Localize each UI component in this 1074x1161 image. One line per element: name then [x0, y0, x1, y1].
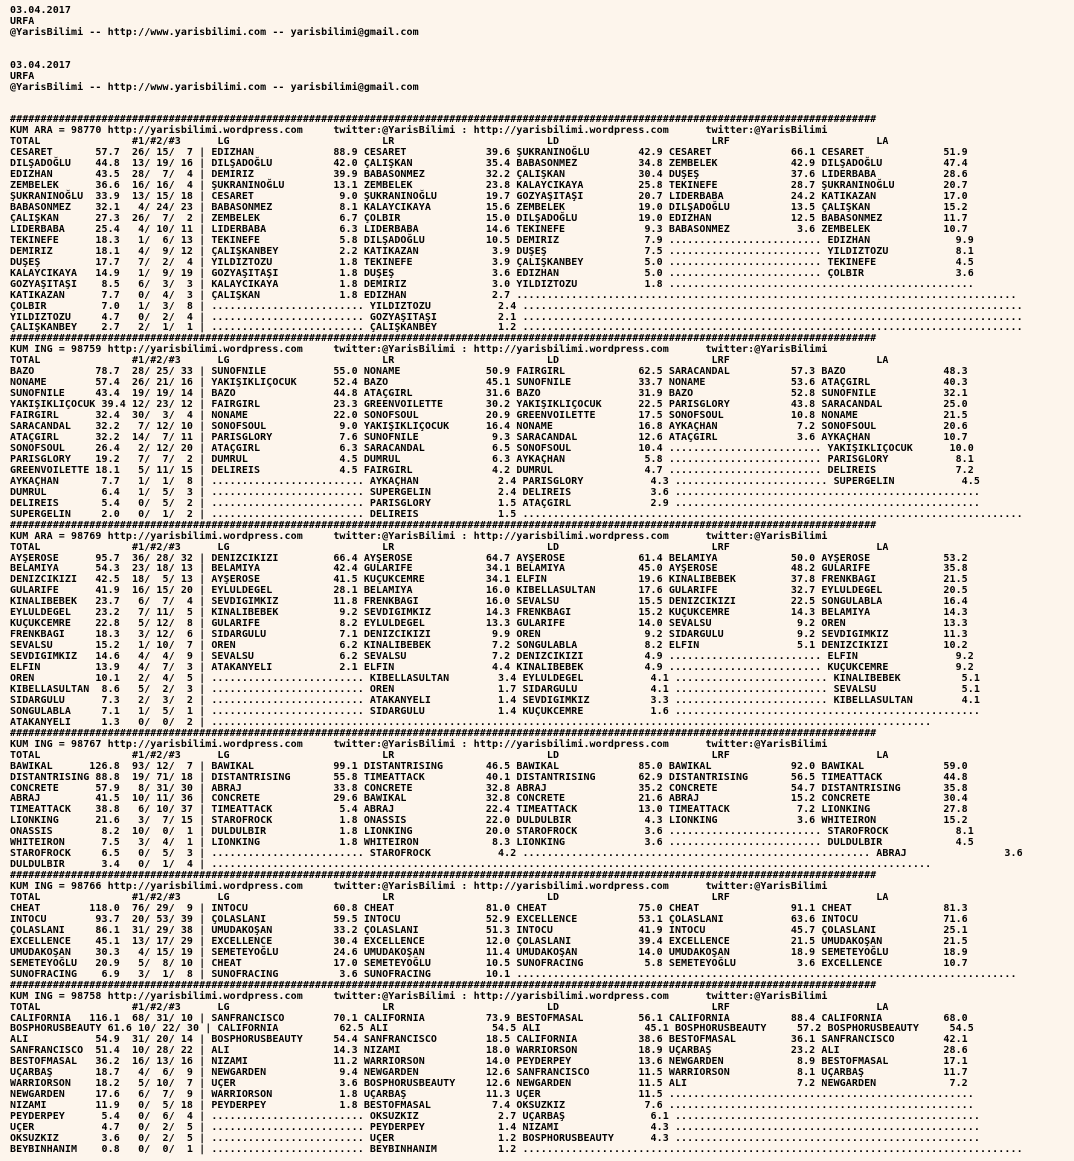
table-row: ŞUKRANINOĞLU 33.9 13/ 15/ 18 | CESARET 9.0 ŞUKRANINOĞLU 19.7 GOZYAŞITAŞI 20.7 LIDERBABA 24.2 KATIKAZAN 17.0: [10, 191, 968, 203]
table-row: NEWGARDEN 17.6 6/ 7/ 9 | WARRIORSON 1.8 UÇARBAŞ 11.3 UÇER 11.5 ..................................................: [10, 1089, 974, 1101]
table-row: KALAYCIKAYA 14.9 1/ 9/ 19 | GOZYAŞITAŞI 1.8 DUŞEŞ 3.6 EDIZHAN 5.0 ......................... ÇOLBIR 3.6: [10, 267, 974, 279]
table-row: GOZYAŞITAŞI 8.5 6/ 3/ 3 | KALAYCIKAYA 1.8 DEMIRIZ 3.0 YILDIZTOZU 1.8 ..................................................: [10, 278, 974, 290]
table-row: INTOCU 93.7 20/ 53/ 39 | ÇOLASLANI 59.5 INTOCU 52.9 EXCELLENCE 53.1 ÇOLASLANI 63.6 INTOCU 71.6: [10, 913, 968, 925]
table-row: WHITEIRON 7.5 3/ 4/ 1 | LIONKING 1.8 WHITEIRON 8.3 LIONKING 3.6 ......................... DULDULBIR 4.5: [10, 837, 974, 849]
race-header: KUM ARA = 98769 http://yarisbilimi.wordpress.com twitter:@YarisBilimi : http://yarisbilimi.wordpress.com twitter:@YarisBilimi: [10, 530, 828, 542]
column-header: TOTAL #1/#2/#3 LG LR LD LRF LA: [10, 892, 889, 904]
table-row: DILŞADOĞLU 44.8 13/ 19/ 16 | DILŞADOĞLU 42.0 ÇALIŞKAN 35.4 BABASONMEZ 34.8 ZEMBELEK 42.9 DILŞADOĞLU 47.4: [10, 158, 968, 170]
table-row: DENIZCIKIZI 42.5 18/ 5/ 13 | AYŞEROSE 41.5 KUÇUKCEMRE 34.1 ELFIN 19.6 KINALIBEBEK 37.8 FRENKBAGI 21.5: [10, 574, 968, 586]
table-row: SEMETEYOĞLU 20.9 5/ 8/ 10 | CHEAT 17.0 SEMETEYOĞLU 10.5 SUNOFRACING 5.8 SEMETEYOĞLU 3.6 EXCELLENCE 10.7: [10, 957, 968, 969]
table-row: SONOFSOUL 26.4 2/ 12/ 20 | ATAÇGIRL 6.3 SARACANDAL 6.5 SONOFSOUL 10.4 ......................... YAKIŞIKLIÇOCUK 10.0: [10, 442, 974, 454]
table-row: DISTANTRISING 88.8 19/ 71/ 18 | DISTANTRISING 55.8 TIMEATTACK 40.1 DISTANTRISING 62.9 DISTANTRISING 56.5 TIMEATTACK 44.8: [10, 771, 968, 783]
table-row: CONCRETE 57.9 8/ 31/ 30 | ABRAJ 33.8 CONCRETE 32.8 ABRAJ 35.2 CONCRETE 54.7 DISTANTRISING 35.8: [10, 782, 968, 794]
table-row: SANFRANCISCO 51.4 10/ 28/ 22 | ALI 14.3 NIZAMI 18.0 WARRIORSON 18.9 UÇARBAŞ 23.2 ALI 28.6: [10, 1045, 968, 1057]
table-row: ÇOLBIR 7.0 1/ 3/ 8 | ......................... YILDIZTOZU 2.4 ..................................................................................: [10, 300, 1023, 312]
table-row: PARISGLORY 19.2 7/ 7/ 2 | DUMRUL 4.5 DUMRUL 6.3 AYKAÇHAN 5.8 ......................... PARISGLORY 8.1: [10, 453, 974, 465]
table-row: OREN 10.1 2/ 4/ 5 | ......................... KIBELLASULTAN 3.4 EYLULDEGEL 4.1 ......................... KINALIBEBEK 5.1: [10, 672, 980, 684]
section-separator: ##############################################################################################################################################: [10, 333, 877, 345]
section-separator: ##############################################################################################################################################: [10, 519, 877, 531]
race-tables: [10, 114, 1074, 1155]
table-row: DELIREIS 5.4 0/ 5/ 2 | ......................... PARISGLORY 1.5 ATAÇGIRL 2.9 ..................................................: [10, 497, 980, 509]
table-row: FAIRGIRL 32.4 30/ 3/ 4 | NONAME 22.0 SONOFSOUL 20.9 GREENVOILETTE 17.5 SONOFSOUL 10.8 NONAME 21.5: [10, 410, 968, 422]
column-header: TOTAL #1/#2/#3 LG LR LD LRF LA: [10, 541, 889, 553]
race-header: KUM ING = 98759 http://yarisbilimi.wordpress.com twitter:@YarisBilimi : http://yarisbilimi.wordpress.com twitter:@YarisBilimi: [10, 344, 828, 356]
table-row: YILDIZTOZU 4.7 0/ 2/ 4 | ......................... GOZYAŞITAŞI 2.1 ..................................................................................: [10, 311, 1023, 323]
table-row: CALIFORNIA 116.1 68/ 31/ 10 | SANFRANCISCO 70.1 CALIFORNIA 73.9 BESTOFMASAL 56.1 CALIFORNIA 88.4 CALIFORNIA 68.0: [10, 1012, 968, 1024]
table-row: TIMEATTACK 38.8 6/ 10/ 37 | TIMEATTACK 5.4 ABRAJ 22.4 TIMEATTACK 13.0 TIMEATTACK 7.2 LIONKING 27.8: [10, 804, 968, 816]
table-row: SUNOFNILE 43.4 19/ 19/ 14 | BAZO 44.8 ATAÇGIRL 31.6 BAZO 31.9 BAZO 52.8 SUNOFNILE 32.1: [10, 388, 968, 400]
table-row: EXCELLENCE 45.1 13/ 17/ 29 | EXCELLENCE 30.4 EXCELLENCE 12.0 ÇOLASLANI 39.4 EXCELLENCE 21.5 UMUDAKOŞAN 21.5: [10, 935, 968, 947]
report-date-repeat: 03.04.2017: [10, 59, 72, 71]
table-row: PEYDERPEY 5.4 0/ 6/ 4 | ......................... OKSUZKIZ 2.7 UÇARBAŞ 6.1 ..................................................: [10, 1111, 980, 1123]
table-row: EYLULDEGEL 23.2 7/ 11/ 5 | KINALIBEBEK 9.2 SEVDIGIMKIZ 14.3 FRENKBAGI 15.2 KUÇUKCEMRE 14.3 BELAMIYA 14.3: [10, 607, 968, 619]
table-row: SEVALSU 15.2 1/ 10/ 7 | OREN 6.2 KINALIBEBEK 7.2 SONGULABLA 8.2 ELFIN 5.1 DENIZCIKIZI 10.2: [10, 640, 968, 652]
table-row: TEKINEFE 18.3 1/ 6/ 13 | TEKINEFE 5.8 DILŞADOĞLU 10.5 DEMIRIZ 7.9 ......................... EDIZHAN 9.9: [10, 234, 974, 246]
report-city: URFA: [10, 15, 35, 27]
table-row: BAWIKAL 126.8 93/ 12/ 7 | BAWIKAL 99.1 DISTANTRISING 46.5 BAWIKAL 85.0 BAWIKAL 92.0 BAWIKAL 59.0: [10, 760, 968, 772]
table-row: ATAKANYELI 1.3 0/ 0/ 2 | ......................................................................................................................: [10, 716, 932, 728]
column-header: TOTAL #1/#2/#3 LG LR LD LRF LA: [10, 749, 889, 761]
blank-line: [10, 39, 1074, 50]
report-date: 03.04.2017: [10, 5, 72, 16]
report-contact-repeat: @YarisBilimi -- http://www.yarisbilimi.com -- yarisbilimi@gmail.com: [10, 81, 419, 93]
race-header: KUM ING = 98766 http://yarisbilimi.wordpress.com twitter:@YarisBilimi : http://yarisbilimi.wordpress.com twitter:@YarisBilimi: [10, 881, 828, 893]
column-header: TOTAL #1/#2/#3 LG LR LD LRF LA: [10, 136, 889, 148]
table-row: KATIKAZAN 7.7 0/ 4/ 3 | ÇALIŞKAN 1.8 EDIZHAN 2.7 ..................................................................................: [10, 289, 1017, 301]
table-row: UÇARBAŞ 18.7 4/ 6/ 9 | NEWGARDEN 9.4 NEWGARDEN 12.6 SANFRANCISCO 11.5 WARRIORSON 8.1 UÇARBAŞ 11.7: [10, 1067, 968, 1079]
table-row: CESARET 57.7 26/ 15/ 7 | EDIZHAN 88.9 CESARET 39.6 ŞUKRANINOĞLU 42.9 CESARET 66.1 CESARET 51.9: [10, 147, 968, 159]
table-row: KUÇUKCEMRE 22.8 5/ 12/ 8 | GULARIFE 8.2 EYLULDEGEL 13.3 GULARIFE 14.0 SEVALSU 9.2 OREN 13.3: [10, 618, 968, 630]
table-row: SONGULABLA 7.1 1/ 5/ 1 | ......................... SIDARGULU 1.4 KUÇUKCEMRE 1.6 ..................................................: [10, 705, 980, 717]
table-row: BAZO 78.7 28/ 25/ 33 | SUNOFNILE 55.0 NONAME 50.9 FAIRGIRL 62.5 SARACANDAL 57.3 BAZO 48.3: [10, 366, 968, 378]
table-row: EDIZHAN 43.5 28/ 7/ 4 | DEMIRIZ 39.9 BABASONMEZ 32.2 ÇALIŞKAN 30.4 DUŞEŞ 37.6 LIDERBABA 28.6: [10, 169, 968, 181]
table-row: SIDARGULU 7.3 2/ 3/ 2 | ......................... ATAKANYELI 1.4 SEVDIGIMKIZ 3.3 ......................... KIBELLASULTAN 4.1: [10, 694, 980, 706]
table-row: OKSUZKIZ 3.6 0/ 2/ 5 | ......................... UÇER 1.2 BOSPHORUSBEAUTY 4.3 ..................................................: [10, 1133, 980, 1145]
blank-line: [10, 50, 1074, 61]
section-separator: ##############################################################################################################################################: [10, 979, 877, 991]
table-row: WARRIORSON 18.2 5/ 10/ 7 | UÇER 3.6 BOSPHORUSBEAUTY 12.6 NEWGARDEN 11.5 ALI 7.2 NEWGARDEN 7.2: [10, 1078, 968, 1090]
table-row: ÇALIŞKANBEY 2.7 2/ 1/ 1 | ......................... ÇALIŞKANBEY 1.2 ..................................................................................: [10, 322, 1023, 334]
column-header: TOTAL #1/#2/#3 LG LR LD LRF LA: [10, 1001, 889, 1013]
table-row: UÇER 4.7 0/ 2/ 5 | ......................... PEYDERPEY 1.4 NIZAMI 4.3 ..................................................: [10, 1122, 980, 1134]
table-row: ALI 54.9 31/ 20/ 14 | BOSPHORUSBEAUTY 54.4 SANFRANCISCO 18.5 CALIFORNIA 38.6 BESTOFMASAL 36.1 SANFRANCISCO 42.1: [10, 1034, 968, 1046]
table-row: SUNOFRACING 6.9 3/ 1/ 8 | SUNOFRACING 3.6 SUNOFRACING 10.1 ..................................................................................: [10, 968, 1017, 980]
table-row: ELFIN 13.9 4/ 7/ 3 | ATAKANYELI 2.1 ELFIN 4.4 KINALIBEBEK 4.9 ......................... KUÇUKCEMRE 9.2: [10, 662, 974, 674]
table-row: DUŞEŞ 17.7 7/ 2/ 4 | YILDIZTOZU 1.8 TEKINEFE 3.9 ÇALIŞKANBEY 5.0 ......................... TEKINEFE 4.5: [10, 256, 974, 268]
table-row: UMUDAKOŞAN 30.3 4/ 15/ 19 | SEMETEYOĞLU 24.6 UMUDAKOŞAN 11.4 UMUDAKOŞAN 14.0 UMUDAKOŞAN 18.9 SEMETEYOĞLU 18.9: [10, 946, 968, 958]
table-row: SUPERGELIN 2.0 0/ 1/ 2 | ......................... DELIREIS 1.5 ..................................................................................: [10, 508, 1023, 520]
table-row: DUMRUL 6.4 1/ 5/ 3 | ......................... SUPERGELIN 2.4 DELIREIS 3.6 ..................................................: [10, 486, 980, 498]
race-header: KUM ARA = 98770 http://yarisbilimi.wordpress.com twitter:@YarisBilimi : http://yarisbilimi.wordpress.com twitter:@YarisBilimi: [10, 125, 828, 137]
table-row: CHEAT 118.0 76/ 29/ 9 | INTOCU 60.8 CHEAT 81.0 CHEAT 75.0 CHEAT 91.1 CHEAT 81.3: [10, 903, 968, 914]
table-row: ZEMBELEK 36.6 16/ 16/ 4 | ŞUKRANINOĞLU 13.1 ZEMBELEK 23.8 KALAYCIKAYA 25.8 TEKINEFE 28.7 ŞUKRANINOĞLU 20.7: [10, 180, 968, 192]
section-separator: ##############################################################################################################################################: [10, 727, 877, 739]
section-separator: ##############################################################################################################################################: [10, 870, 877, 882]
table-row: GREENVOILETTE 18.1 5/ 11/ 15 | DELIREIS 4.5 FAIRGIRL 4.2 DUMRUL 4.7 ......................... DELIREIS 7.2: [10, 464, 974, 476]
table-row: LIONKING 21.6 3/ 7/ 15 | STAROFROCK 1.8 ONASSIS 22.0 DULDULBIR 4.3 LIONKING 3.6 WHITEIRON 15.2: [10, 815, 968, 827]
table-row: NIZAMI 11.9 0/ 5/ 18 | PEYDERPEY 1.8 BESTOFMASAL 7.4 OKSUZKIZ 7.6 ..................................................: [10, 1100, 974, 1112]
table-row: FRENKBAGI 18.3 3/ 12/ 6 | SIDARGULU 7.1 DENIZCIKIZI 9.9 OREN 9.2 SIDARGULU 9.2 SEVDIGIMKIZ 11.3: [10, 629, 968, 641]
table-row: GULARIFE 41.9 16/ 15/ 20 | EYLULDEGEL 28.1 BELAMIYA 16.0 KIBELLASULTAN 17.6 GULARIFE 32.7 EYLULDEGEL 20.5: [10, 585, 968, 597]
table-row: ONASSIS 8.2 10/ 0/ 1 | DULDULBIR 1.8 LIONKING 20.0 STAROFROCK 3.6 ......................... STAROFROCK 8.1: [10, 826, 974, 838]
table-row: BOSPHORUSBEAUTY 61.6 10/ 22/ 30 | CALIFORNIA 62.5 ALI 54.5 ALI 45.1 BOSPHORUSBEAUTY 57.2 BOSPHORUSBEAUTY 54.5: [10, 1023, 974, 1035]
table-row: BEYBINHANIM 0.8 0/ 0/ 1 | ......................... BEYBINHANIM 1.2 ..................................................................................: [10, 1143, 1023, 1155]
race-header: KUM ING = 98767 http://yarisbilimi.wordpress.com twitter:@YarisBilimi : http://yarisbilimi.wordpress.com twitter:@YarisBilimi: [10, 738, 828, 750]
report-contact: @YarisBilimi -- http://www.yarisbilimi.com -- yarisbilimi@gmail.com: [10, 26, 419, 38]
table-row: ÇALIŞKAN 27.3 26/ 7/ 2 | ZEMBELEK 6.7 ÇOLBIR 15.0 DILŞADOĞLU 19.0 EDIZHAN 12.5 BABASONMEZ 11.7: [10, 212, 968, 224]
table-row: SEVDIGIMKIZ 14.6 4/ 4/ 9 | SEVALSU 6.2 SEVALSU 7.2 DENIZCIKIZI 4.9 ......................... ELFIN 9.2: [10, 651, 974, 663]
table-row: AYŞEROSE 95.7 36/ 28/ 32 | DENIZCIKIZI 66.4 AYŞEROSE 64.7 AYŞEROSE 61.4 BELAMIYA 50.0 AYŞEROSE 53.2: [10, 552, 968, 564]
table-row: ÇOLASLANI 86.1 31/ 29/ 38 | UMUDAKOŞAN 33.2 ÇOLASLANI 51.3 INTOCU 41.9 INTOCU 45.7 ÇOLASLANI 25.1: [10, 924, 968, 936]
table-row: ABRAJ 41.5 10/ 11/ 36 | CONCRETE 29.6 BAWIKAL 32.8 CONCRETE 21.6 ABRAJ 15.2 CONCRETE 30.4: [10, 793, 968, 805]
table-row: DULDULBIR 3.4 0/ 1/ 4 | ......................................................................................................................: [10, 859, 932, 871]
table-row: ATAÇGIRL 32.2 14/ 7/ 11 | PARISGLORY 7.6 SUNOFNILE 9.3 SARACANDAL 12.6 ATAÇGIRL 3.6 AYKAÇHAN 10.7: [10, 432, 968, 444]
table-row: NONAME 57.4 26/ 21/ 16 | YAKIŞIKLIÇOCUK 52.4 BAZO 45.1 SUNOFNILE 33.7 NONAME 53.6 ATAÇGIRL 40.3: [10, 377, 968, 389]
section-separator: ##############################################################################################################################################: [10, 114, 877, 126]
table-row: STAROFROCK 6.5 0/ 5/ 3 | ......................... STAROFROCK 4.2 ......................................................... ABRAJ 3.6: [10, 848, 1023, 860]
table-row: KIBELLASULTAN 8.6 5/ 2/ 3 | ......................... OREN 1.7 SIDARGULU 4.1 ......................... SEVALSU 5.1: [10, 683, 980, 695]
table-row: BESTOFMASAL 36.2 16/ 13/ 16 | NIZAMI 11.2 WARRIORSON 14.0 PEYDERPEY 13.6 NEWGARDEN 8.9 BESTOFMASAL 17.1: [10, 1056, 968, 1068]
table-row: YAKIŞIKLIÇOCUK 39.4 12/ 23/ 12 | FAIRGIRL 23.3 GREENVOILETTE 30.2 YAKIŞIKLIÇOCUK 22.5 PARISGLORY 43.8 SARACANDAL 25.0: [10, 399, 968, 411]
table-row: BELAMIYA 54.3 23/ 18/ 13 | BELAMIYA 42.4 GULARIFE 34.1 BELAMIYA 45.0 AYŞEROSE 48.2 GULARIFE 35.8: [10, 563, 968, 575]
blank-line: [10, 94, 1074, 105]
column-header: TOTAL #1/#2/#3 LG LR LD LRF LA: [10, 355, 889, 367]
table-row: BABASONMEZ 32.1 4/ 24/ 23 | BABASONMEZ 8.1 KALAYCIKAYA 15.6 ZEMBELEK 19.0 DILŞADOĞLU 13.5 ÇALIŞKAN 15.2: [10, 202, 968, 213]
table-row: DEMIRIZ 18.1 4/ 9/ 12 | ÇALIŞKANBEY 2.2 KATIKAZAN 3.9 DUŞEŞ 7.5 ......................... YILDIZTOZU 8.1: [10, 245, 974, 257]
table-row: AYKAÇHAN 7.7 1/ 1/ 8 | ......................... AYKAÇHAN 2.4 PARISGLORY 4.3 ......................... SUPERGELIN 4.5: [10, 475, 980, 487]
report-city-repeat: URFA: [10, 70, 35, 82]
table-row: KINALIBEBEK 23.7 6/ 7/ 4 | SEVDIGIMKIZ 11.8 FRENKBAGI 16.0 SEVALSU 15.5 DENIZCIKIZI 22.5 SONGULABLA 16.4: [10, 596, 968, 608]
table-row: SARACANDAL 32.2 7/ 12/ 10 | SONOFSOUL 9.0 YAKIŞIKLIÇOCUK 16.4 NONAME 16.8 AYKAÇHAN 7.2 SONOFSOUL 20.6: [10, 421, 968, 433]
race-header: KUM ING = 98758 http://yarisbilimi.wordpress.com twitter:@YarisBilimi : http://yarisbilimi.wordpress.com twitter:@YarisBilimi: [10, 990, 828, 1002]
table-row: LIDERBABA 25.4 4/ 10/ 11 | LIDERBABA 6.3 LIDERBABA 14.6 TEKINEFE 9.3 BABASONMEZ 3.6 ZEMBELEK 10.7: [10, 223, 968, 235]
